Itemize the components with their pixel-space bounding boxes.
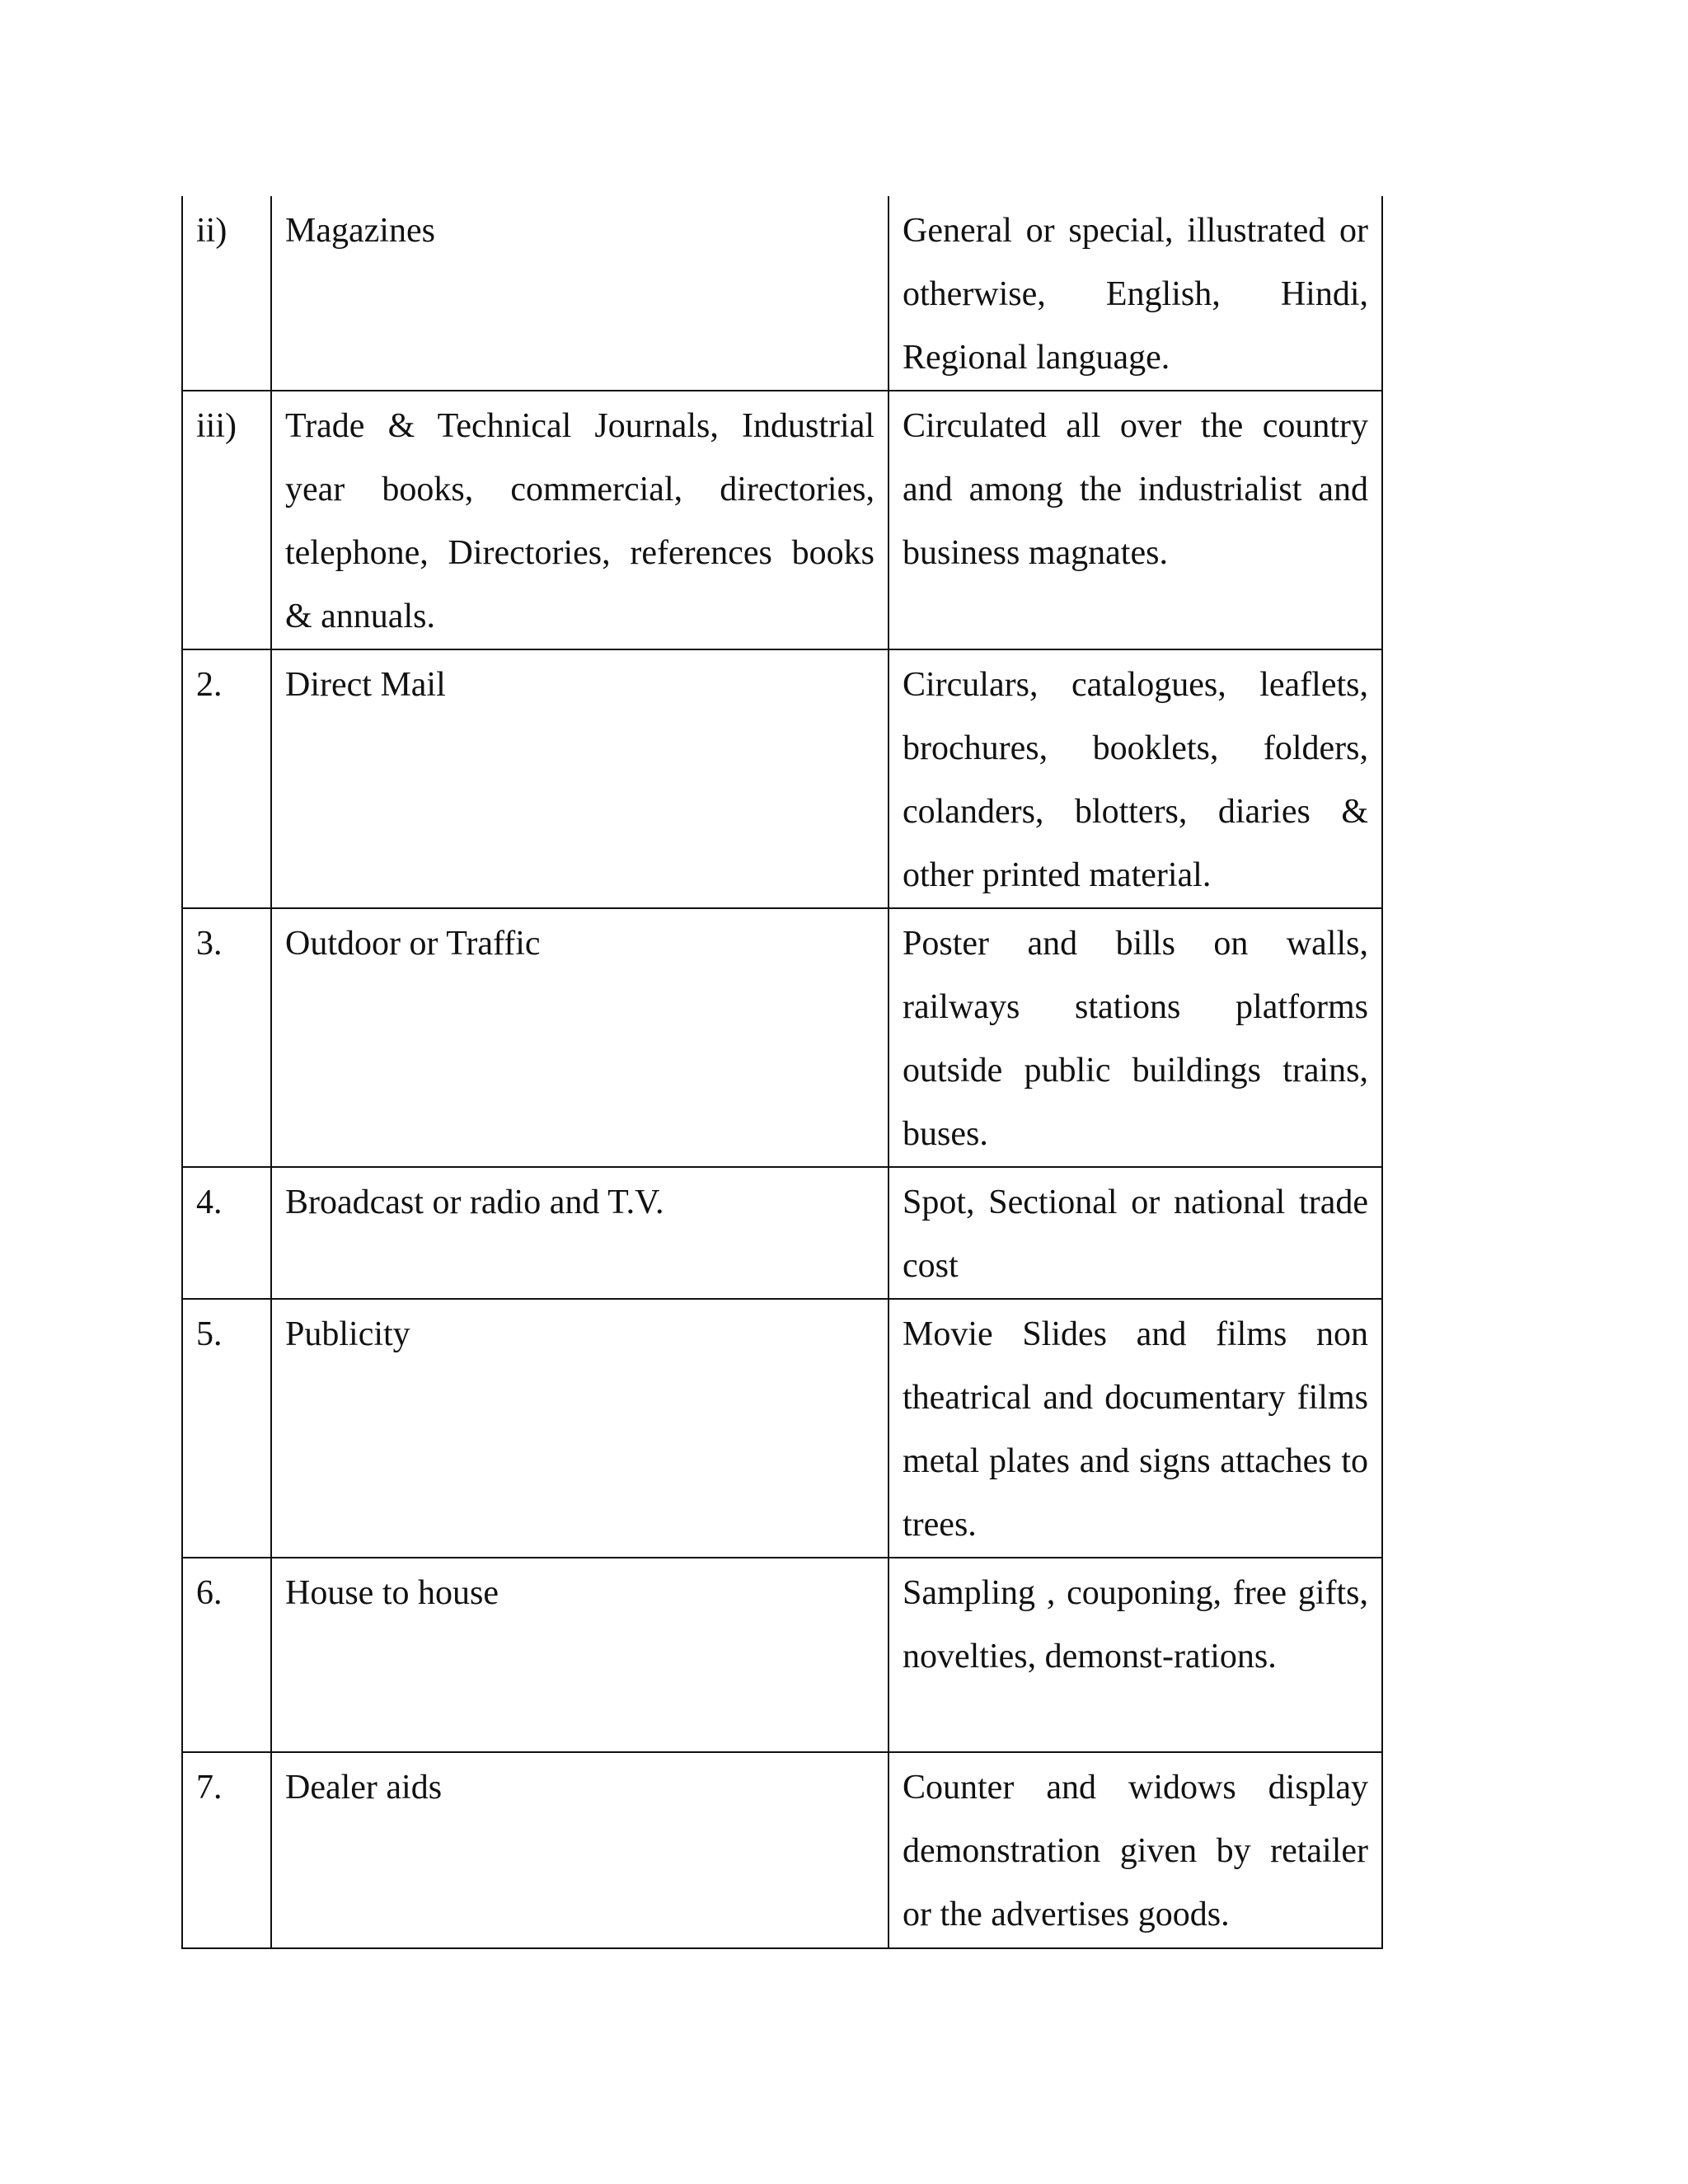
row-number: iii) [182, 391, 271, 649]
table-row [182, 196, 1382, 391]
row-number: 7. [182, 1752, 271, 1948]
media-description: Spot, Sectional or national trade cost [889, 1167, 1382, 1299]
media-name: Dealer aids [271, 1752, 889, 1948]
media-name: Publicity [271, 1299, 889, 1558]
media-description: Poster and bills on walls, railways stations platforms outside public buildings trains, buses. [889, 908, 1382, 1167]
advertising-media-table [181, 196, 1383, 1949]
media-name: Magazines [271, 196, 889, 391]
table-row [182, 1299, 1382, 1558]
row-number: 2. [182, 649, 271, 908]
row-number: 5. [182, 1299, 271, 1558]
table-row [182, 1558, 1382, 1752]
table-row [182, 1167, 1382, 1299]
media-name: Outdoor or Traffic [271, 908, 889, 1167]
row-number: 6. [182, 1558, 271, 1752]
media-description: Circulated all over the country and among the industrialist and business magnates. [889, 391, 1382, 649]
media-name: Broadcast or radio and T.V. [271, 1167, 889, 1299]
media-description: Counter and widows display demonstration given by retailer or the advertises goods. [889, 1752, 1382, 1948]
table-row [182, 649, 1382, 908]
table-row [182, 908, 1382, 1167]
media-name: Trade & Technical Journals, Industrial year books, commercial, directories, telephone, Directories, references books & annuals. [271, 391, 889, 649]
media-name: Direct Mail [271, 649, 889, 908]
media-description: Sampling , couponing, free gifts, novelties, demonst-rations. [889, 1558, 1382, 1752]
media-description: Circulars, catalogues, leaflets, brochures, booklets, folders, colanders, blotters, diaries & other printed material. [889, 649, 1382, 908]
table-row [182, 391, 1382, 649]
row-number: ii) [182, 196, 271, 391]
media-description: General or special, illustrated or otherwise, English, Hindi, Regional language. [889, 196, 1382, 391]
row-number: 4. [182, 1167, 271, 1299]
row-number: 3. [182, 908, 271, 1167]
table-row [182, 1752, 1382, 1948]
media-description: Movie Slides and films non theatrical and documentary films metal plates and signs attaches to trees. [889, 1299, 1382, 1558]
media-name: House to house [271, 1558, 889, 1752]
